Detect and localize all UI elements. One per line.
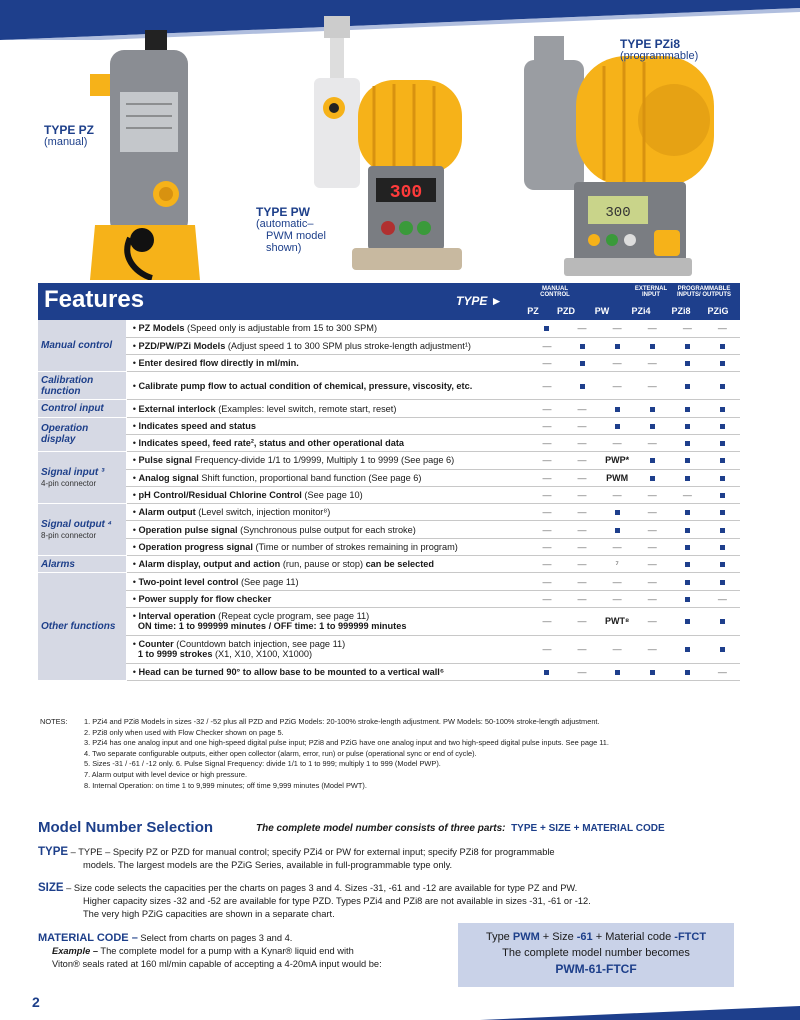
check-mark bbox=[720, 458, 725, 463]
group-manual-control: MANUAL CONTROL bbox=[540, 286, 570, 298]
table-cell-mark bbox=[635, 452, 670, 469]
table-cell-description: • PZ Models (Speed only is adjustable from 15 to 300 SPM) bbox=[126, 320, 529, 337]
table-cell-mark bbox=[705, 434, 740, 451]
check-mark bbox=[615, 344, 620, 349]
check-mark bbox=[720, 361, 725, 366]
table-cell-mark bbox=[600, 337, 635, 354]
table-cell-mark: — bbox=[564, 504, 599, 521]
col-pzd: PZD bbox=[557, 306, 575, 316]
table-cell-mark bbox=[600, 504, 635, 521]
table-cell-mark: PWP* bbox=[600, 452, 635, 469]
check-mark bbox=[685, 384, 690, 389]
table-cell-mark: — bbox=[564, 434, 599, 451]
table-cell-mark bbox=[564, 355, 599, 372]
table-row bbox=[38, 573, 740, 590]
table-cell-mark bbox=[705, 337, 740, 354]
table-cell-mark: — bbox=[635, 372, 670, 400]
check-mark bbox=[685, 597, 690, 602]
table-cell-mark bbox=[564, 372, 599, 400]
note-item: 2. PZi8 only when used with Flow Checker shown on page 5. bbox=[84, 727, 284, 737]
table-cell-mark: — bbox=[564, 469, 599, 486]
check-mark bbox=[615, 670, 620, 675]
table-cell-description: • Two-point level control (See page 11) bbox=[126, 573, 529, 590]
table-row bbox=[38, 372, 740, 400]
note-item: 7. Alarm output with level device or high pressure. bbox=[84, 769, 248, 779]
material-paragraph: MATERIAL CODE – Select from charts on pages 3 and 4. Example – The complete model for a pump with a Kynar® liquid end with Viton® seals rated at 160 ml/min capable of accepting a 4-20mA input would be: bbox=[38, 932, 382, 969]
check-mark bbox=[685, 647, 690, 652]
table-cell-mark: — bbox=[529, 417, 564, 434]
group-external-input: EXTERNAL INPUT bbox=[634, 286, 668, 298]
col-pz: PZ bbox=[527, 306, 539, 316]
check-mark bbox=[615, 528, 620, 533]
check-mark bbox=[720, 528, 725, 533]
check-mark bbox=[544, 670, 549, 675]
table-row bbox=[38, 635, 740, 663]
table-cell-mark: — bbox=[564, 417, 599, 434]
table-cell-mark: ⁷ bbox=[600, 556, 635, 573]
check-mark bbox=[685, 424, 690, 429]
check-mark bbox=[650, 458, 655, 463]
model-number-tagline: The complete model number consists of three parts: TYPE + SIZE + MATERIAL CODE bbox=[256, 823, 665, 834]
table-cell-mark: — bbox=[529, 556, 564, 573]
table-cell-mark bbox=[705, 573, 740, 590]
category-alarms: Alarms bbox=[38, 556, 126, 573]
table-cell-mark: — bbox=[705, 663, 740, 680]
check-mark bbox=[650, 670, 655, 675]
table-row bbox=[38, 607, 740, 635]
table-cell-mark: — bbox=[529, 504, 564, 521]
table-cell-description: • Operation progress signal (Time or number of strokes remaining in program) bbox=[126, 538, 529, 555]
table-cell-mark: — bbox=[600, 320, 635, 337]
table-cell-mark: — bbox=[529, 607, 564, 635]
table-cell-description: • Power supply for flow checker bbox=[126, 590, 529, 607]
label-type-pzi8: TYPE PZi8 (programmable) bbox=[620, 37, 699, 62]
table-cell-mark: — bbox=[564, 486, 599, 503]
check-mark bbox=[685, 458, 690, 463]
table-cell-mark bbox=[670, 337, 705, 354]
table-cell-mark: — bbox=[529, 337, 564, 354]
pw-display-readout: 300 bbox=[389, 183, 423, 203]
table-cell-description: • PZD/PW/PZi Models (Adjust speed 1 to 300 SPM plus stroke-length adjustment¹) bbox=[126, 337, 529, 354]
table-cell-mark bbox=[670, 635, 705, 663]
table-cell-mark: PWT⁸ bbox=[600, 607, 635, 635]
category-signal-output: Signal output ⁴ 8-pin connector bbox=[38, 504, 126, 556]
table-cell-mark bbox=[600, 400, 635, 417]
table-cell-mark bbox=[670, 452, 705, 469]
pump-pz-image bbox=[90, 30, 200, 280]
table-cell-mark: — bbox=[529, 400, 564, 417]
table-cell-mark bbox=[600, 417, 635, 434]
table-cell-mark bbox=[670, 573, 705, 590]
label-type-pw: TYPE PW (automatic– PWM model shown) bbox=[256, 205, 326, 254]
check-mark bbox=[685, 580, 690, 585]
check-mark bbox=[615, 407, 620, 412]
table-cell-mark bbox=[635, 337, 670, 354]
table-cell-mark: — bbox=[564, 556, 599, 573]
table-cell-mark: — bbox=[564, 320, 599, 337]
check-mark bbox=[580, 384, 585, 389]
table-cell-mark: — bbox=[564, 607, 599, 635]
table-cell-description: • Alarm display, output and action (run, pause or stop) can be selected bbox=[126, 556, 529, 573]
table-cell-mark: — bbox=[529, 573, 564, 590]
table-cell-description: • Enter desired flow directly in ml/min. bbox=[126, 355, 529, 372]
table-cell-mark bbox=[670, 434, 705, 451]
table-cell-mark bbox=[670, 521, 705, 538]
table-cell-mark: — bbox=[529, 590, 564, 607]
table-cell-mark bbox=[705, 556, 740, 573]
table-cell-mark bbox=[705, 417, 740, 434]
table-cell-mark: — bbox=[635, 355, 670, 372]
notes: NOTES: 1. PZi4 and PZi8 Models in sizes -32 / -52 plus all PZD and PZiG Models: 20-100% stroke-length adjustment. PW Models: 50-100% stroke-length adjustment. 2. PZi8 only when used with Flow Checker shown on page 5. 3. PZi4 has one analog input and one high-speed digital pulse input; PZi8 and PZiG have one analog input and two high-speed digital pulse inputs. See page 11. 4. Two separate configurable outputs, either open collector (alarm, error, run) or pulse (operational sync or end of cycle). 5. Sizes -31 / -61 / -12 only. 6. Pulse Signal Frequency: divide 1/1 to 1 to 999; multiply 1 to 999 (Model PWP). 7. Alarm output with level device or high pressure. 8. Internal Operation: on time 1 to 9,999 minutes; off time 9,999 minutes (Model PWT). bbox=[40, 717, 760, 791]
table-cell-mark bbox=[705, 607, 740, 635]
table-cell-description: • pH Control/Residual Chlorine Control (See page 10) bbox=[126, 486, 529, 503]
table-cell-mark bbox=[705, 355, 740, 372]
table-row bbox=[38, 417, 740, 434]
check-mark bbox=[615, 510, 620, 515]
pzi8-display-readout: 300 bbox=[605, 205, 631, 221]
table-cell-mark: — bbox=[635, 538, 670, 555]
note-item: 4. Two separate configurable outputs, either open collector (alarm, error, run) or pulse (operational sync or end of cycle). bbox=[84, 748, 477, 758]
table-cell-mark: — bbox=[564, 635, 599, 663]
table-cell-mark: — bbox=[564, 663, 599, 680]
table-cell-mark bbox=[670, 607, 705, 635]
table-cell-mark: — bbox=[670, 320, 705, 337]
category-signal-input: Signal input ³ 4-pin connector bbox=[38, 452, 126, 504]
table-cell-mark: — bbox=[529, 486, 564, 503]
table-cell-description: • Indicates speed and status bbox=[126, 417, 529, 434]
footer-band bbox=[0, 1000, 800, 1020]
model-number-title: Model Number Selection bbox=[38, 819, 214, 836]
check-mark bbox=[650, 407, 655, 412]
table-row bbox=[38, 486, 740, 503]
table-cell-mark: — bbox=[635, 434, 670, 451]
note-item: 3. PZi4 has one analog input and one high-speed digital pulse input; PZi8 and PZiG have one analog input and two high-speed digital pulse inputs. See page 11. bbox=[84, 738, 609, 748]
check-mark bbox=[720, 441, 725, 446]
table-cell-mark bbox=[670, 372, 705, 400]
check-mark bbox=[720, 562, 725, 567]
table-cell-mark: — bbox=[564, 538, 599, 555]
pump-pw-image bbox=[314, 16, 474, 276]
table-cell-mark: — bbox=[529, 538, 564, 555]
table-cell-mark: — bbox=[564, 573, 599, 590]
note-item: 8. Internal Operation: on time 1 to 9,999 minutes; off time 9,999 minutes (Model PWT). bbox=[84, 780, 367, 790]
table-cell-mark bbox=[564, 337, 599, 354]
check-mark bbox=[720, 476, 725, 481]
col-pzi4: PZi4 bbox=[631, 306, 651, 316]
category-control-input: Control input bbox=[38, 400, 126, 417]
table-row bbox=[38, 663, 740, 680]
table-cell-mark bbox=[705, 504, 740, 521]
check-mark bbox=[720, 493, 725, 498]
table-cell-mark bbox=[670, 663, 705, 680]
table-row bbox=[38, 504, 740, 521]
table-cell-mark: — bbox=[600, 590, 635, 607]
check-mark bbox=[544, 326, 549, 331]
check-mark bbox=[685, 545, 690, 550]
table-cell-mark: — bbox=[564, 452, 599, 469]
table-cell-mark bbox=[670, 469, 705, 486]
table-cell-mark bbox=[670, 355, 705, 372]
table-cell-mark: — bbox=[529, 452, 564, 469]
table-cell-mark: — bbox=[635, 521, 670, 538]
note-item: 1. PZi4 and PZi8 Models in sizes -32 / -52 plus all PZD and PZiG Models: 20-100% stroke-length adjustment. PW Models: 50-100% stroke-length adjustment. bbox=[84, 717, 600, 726]
table-cell-description: • Counter (Countdown batch injection, see page 11) 1 to 9999 strokes (X1, X10, X100, X1000) bbox=[126, 635, 529, 663]
table-cell-mark bbox=[529, 320, 564, 337]
check-mark bbox=[685, 361, 690, 366]
check-mark bbox=[650, 344, 655, 349]
table-cell-mark bbox=[670, 504, 705, 521]
table-cell-mark: — bbox=[635, 607, 670, 635]
table-cell-mark: — bbox=[635, 504, 670, 521]
check-mark bbox=[650, 476, 655, 481]
table-cell-mark: — bbox=[600, 635, 635, 663]
table-row bbox=[38, 400, 740, 417]
table-cell-mark bbox=[635, 663, 670, 680]
table-cell-mark: — bbox=[529, 372, 564, 400]
table-row bbox=[38, 556, 740, 573]
check-mark bbox=[685, 670, 690, 675]
category-operation-display: Operation display bbox=[38, 417, 126, 452]
col-pw: PW bbox=[594, 306, 610, 316]
table-cell-mark: — bbox=[529, 521, 564, 538]
check-mark bbox=[720, 344, 725, 349]
features-table bbox=[38, 320, 740, 681]
table-row bbox=[38, 320, 740, 337]
table-cell-mark bbox=[635, 469, 670, 486]
type-label: TYPE ► bbox=[456, 294, 503, 308]
table-cell-description: • Calibrate pump flow to actual condition of chemical, pressure, viscosity, etc. bbox=[126, 372, 529, 400]
table-cell-mark: — bbox=[600, 355, 635, 372]
category-manual-control: Manual control bbox=[38, 320, 126, 372]
check-mark bbox=[685, 528, 690, 533]
table-cell-mark bbox=[670, 590, 705, 607]
table-cell-mark: — bbox=[600, 434, 635, 451]
table-row bbox=[38, 590, 740, 607]
check-mark bbox=[720, 384, 725, 389]
table-cell-mark bbox=[705, 469, 740, 486]
final-model-number: PWM-61-FTCF bbox=[555, 962, 637, 976]
check-mark bbox=[685, 510, 690, 515]
category-other-functions: Other functions bbox=[38, 573, 126, 681]
category-calibration: Calibration function bbox=[38, 372, 126, 400]
table-cell-mark: — bbox=[529, 469, 564, 486]
type-paragraph: TYPE – TYPE – Specify PZ or PZD for manual control; specify PZi4 or PW for external input; specify PZi8 for programmable models. The largest models are the PZiG Series, available in full-programmable type only. bbox=[38, 846, 555, 870]
table-row bbox=[38, 337, 740, 354]
table-cell-mark bbox=[705, 521, 740, 538]
features-title: Features bbox=[44, 286, 145, 313]
table-cell-mark bbox=[705, 372, 740, 400]
table-cell-description: • Indicates speed, feed rate², status and other operational data bbox=[126, 434, 529, 451]
table-cell-description: • Analog signal Shift function, proportional band function (See page 6) bbox=[126, 469, 529, 486]
check-mark bbox=[650, 424, 655, 429]
check-mark bbox=[720, 424, 725, 429]
check-mark bbox=[580, 361, 585, 366]
check-mark bbox=[720, 510, 725, 515]
table-cell-description: • Alarm output (Level switch, injection monitor⁸) bbox=[126, 504, 529, 521]
table-cell-mark: — bbox=[600, 486, 635, 503]
label-type-pz: TYPE PZ (manual) bbox=[44, 123, 95, 148]
table-row bbox=[38, 538, 740, 555]
table-cell-description: • Pulse signal Frequency-divide 1/1 to 1/9999, Multiply 1 to 9999 (See page 6) bbox=[126, 452, 529, 469]
table-cell-mark: — bbox=[564, 590, 599, 607]
table-cell-mark: — bbox=[600, 372, 635, 400]
table-cell-mark: — bbox=[529, 355, 564, 372]
page-number: 2 bbox=[32, 994, 40, 1010]
table-cell-mark bbox=[670, 417, 705, 434]
check-mark bbox=[615, 424, 620, 429]
table-cell-mark bbox=[705, 452, 740, 469]
col-pzig: PZiG bbox=[707, 306, 729, 316]
features-header bbox=[38, 283, 740, 320]
check-mark bbox=[685, 344, 690, 349]
table-cell-mark bbox=[529, 663, 564, 680]
group-programmable: PROGRAMMABLE INPUTS/ OUTPUTS bbox=[676, 286, 731, 298]
table-cell-description: • Operation pulse signal (Synchronous pulse output for each stroke) bbox=[126, 521, 529, 538]
table-cell-mark: — bbox=[600, 573, 635, 590]
table-cell-mark bbox=[600, 521, 635, 538]
table-cell-mark: — bbox=[635, 635, 670, 663]
table-cell-mark: — bbox=[635, 320, 670, 337]
table-cell-description: • Head can be turned 90° to allow base to be mounted to a vertical wall⁶ bbox=[126, 663, 529, 680]
table-cell-mark: — bbox=[564, 400, 599, 417]
table-cell-mark: — bbox=[670, 486, 705, 503]
table-cell-mark: — bbox=[564, 521, 599, 538]
check-mark bbox=[720, 545, 725, 550]
table-cell-mark: — bbox=[705, 590, 740, 607]
table-cell-mark: — bbox=[529, 635, 564, 663]
check-mark bbox=[685, 619, 690, 624]
table-cell-description: • External interlock (Examples: level switch, remote start, reset) bbox=[126, 400, 529, 417]
table-cell-mark bbox=[705, 635, 740, 663]
table-cell-mark bbox=[635, 417, 670, 434]
check-mark bbox=[685, 407, 690, 412]
check-mark bbox=[720, 407, 725, 412]
check-mark bbox=[685, 441, 690, 446]
table-row bbox=[38, 452, 740, 469]
size-paragraph: SIZE – Size code selects the capacities per the charts on pages 3 and 4. Sizes -31, -61 and -12 are available for type PZ and PW. Higher capacity sizes -32 and -52 are available for type PZD. Types PZi4 and PZi8 are not available in sizes -31, -61 or -12. The very high PZiG capacities are shown in a separate chart. bbox=[38, 882, 591, 919]
check-mark bbox=[685, 562, 690, 567]
table-cell-mark: — bbox=[635, 590, 670, 607]
table-cell-mark bbox=[635, 400, 670, 417]
table-cell-mark bbox=[670, 556, 705, 573]
pump-pzi8-image bbox=[524, 36, 724, 278]
table-row bbox=[38, 434, 740, 451]
table-cell-description: • Interval operation (Repeat cycle program, see page 11) ON time: 1 to 999999 minutes / OFF time: 1 to 999999 minutes bbox=[126, 607, 529, 635]
example-box: Type PWM + Size -61 + Material code -FTCT The complete model number becomes PWM-61-FTCF bbox=[458, 923, 734, 987]
table-cell-mark bbox=[705, 486, 740, 503]
table-row bbox=[38, 521, 740, 538]
note-item: 5. Sizes -31 / -61 / -12 only. 6. Pulse Signal Frequency: divide 1/1 to 1 to 999; multiply 1 to 999 (Model PWP). bbox=[84, 759, 441, 769]
check-mark bbox=[720, 580, 725, 585]
table-cell-mark: — bbox=[635, 573, 670, 590]
table-cell-mark: PWM bbox=[600, 469, 635, 486]
table-cell-mark: — bbox=[529, 434, 564, 451]
table-row bbox=[38, 355, 740, 372]
table-cell-mark bbox=[670, 400, 705, 417]
col-pzi8: PZi8 bbox=[671, 306, 691, 316]
check-mark bbox=[685, 476, 690, 481]
table-cell-mark: — bbox=[635, 486, 670, 503]
table-cell-mark: — bbox=[635, 556, 670, 573]
table-row bbox=[38, 469, 740, 486]
table-cell-mark bbox=[670, 538, 705, 555]
table-cell-mark: — bbox=[705, 320, 740, 337]
table-cell-mark bbox=[705, 538, 740, 555]
check-mark bbox=[720, 619, 725, 624]
check-mark bbox=[720, 647, 725, 652]
table-cell-mark bbox=[600, 663, 635, 680]
table-cell-mark: — bbox=[600, 538, 635, 555]
table-cell-mark bbox=[705, 400, 740, 417]
check-mark bbox=[580, 344, 585, 349]
